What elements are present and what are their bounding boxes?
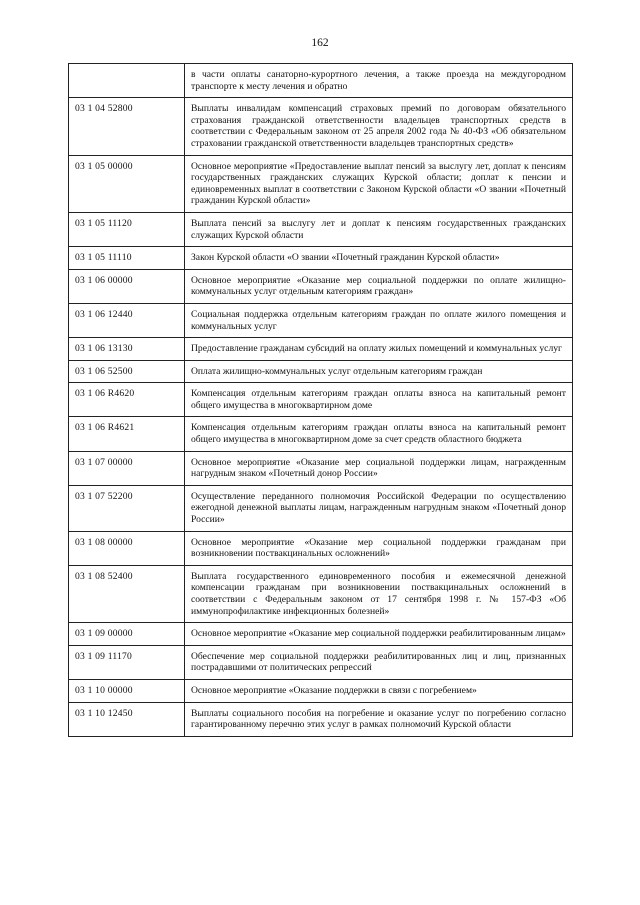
description-cell: Основное мероприятие «Оказание мер социальной поддержки по оплате жилищно-коммунальных услуг отдельным категориям граждан» bbox=[185, 269, 573, 303]
description-cell: Компенсация отдельным категориям граждан оплаты взноса на капитальный ремонт общего имущества в многоквартирном доме bbox=[185, 383, 573, 417]
table-row bbox=[69, 485, 573, 531]
description-cell: Основное мероприятие «Оказание мер социальной поддержки лицам, награжденным нагрудным знаком «Почетный донор России» bbox=[185, 451, 573, 485]
code-cell: 03 1 06 00000 bbox=[69, 269, 185, 303]
table-row bbox=[69, 303, 573, 337]
table-row bbox=[69, 247, 573, 270]
table-row bbox=[69, 645, 573, 679]
description-cell: Социальная поддержка отдельным категориям граждан по оплате жилого помещения и коммунальных услуг bbox=[185, 303, 573, 337]
code-cell: 03 1 08 00000 bbox=[69, 531, 185, 565]
code-cell: 03 1 04 52800 bbox=[69, 98, 185, 155]
page-number: 162 bbox=[311, 37, 329, 49]
code-cell: 03 1 10 00000 bbox=[69, 679, 185, 702]
table-row bbox=[69, 702, 573, 736]
table-row bbox=[69, 565, 573, 622]
code-cell: 03 1 09 11170 bbox=[69, 645, 185, 679]
table-row bbox=[69, 212, 573, 246]
table-row bbox=[69, 679, 573, 702]
description-cell: Закон Курской области «О звании «Почетный гражданин Курской области» bbox=[185, 247, 573, 270]
description-cell: Основное мероприятие «Оказание мер социальной поддержки гражданам при возникновении поствакцинальных осложнений» bbox=[185, 531, 573, 565]
code-cell: 03 1 08 52400 bbox=[69, 565, 185, 622]
code-cell: 03 1 05 11110 bbox=[69, 247, 185, 270]
table-row bbox=[69, 383, 573, 417]
description-cell: Компенсация отдельным категориям граждан оплаты взноса на капитальный ремонт общего имущества в многоквартирном доме за счет средств областного бюджета bbox=[185, 417, 573, 451]
description-cell: Основное мероприятие «Оказание поддержки в связи с погребением» bbox=[185, 679, 573, 702]
code-cell: 03 1 06 R4621 bbox=[69, 417, 185, 451]
description-cell: Выплаты социального пособия на погребение и оказание услуг по погребению согласно гарантированному перечню этих услуг в рамках полномочий Курской области bbox=[185, 702, 573, 736]
table-row bbox=[69, 269, 573, 303]
code-cell: 03 1 06 52500 bbox=[69, 360, 185, 383]
description-cell: Предоставление гражданам субсидий на оплату жилых помещений и коммунальных услуг bbox=[185, 338, 573, 361]
code-cell: 03 1 06 12440 bbox=[69, 303, 185, 337]
description-cell: Осуществление переданного полномочия Российской Федерации по осуществлению ежегодной денежной выплаты лицам, награжденным нагрудным знаком «Почетный донор России» bbox=[185, 485, 573, 531]
description-cell: Основное мероприятие «Предоставление выплат пенсий за выслугу лет, доплат к пенсиям государственных гражданских служащих Курской области; доплат к пенсии и единовременных выплат в соответствии с Законом Курской области «О звании «Почетный гражданин Курской области» bbox=[185, 155, 573, 212]
table-body bbox=[69, 64, 573, 737]
description-cell: Основное мероприятие «Оказание мер социальной поддержки реабилитированным лицам» bbox=[185, 623, 573, 646]
description-cell: в части оплаты санаторно-курортного лечения, а также проезда на междугородном транспорте к месту лечения и обратно bbox=[185, 64, 573, 98]
table-row bbox=[69, 338, 573, 361]
table-row bbox=[69, 64, 573, 98]
code-cell: 03 1 07 00000 bbox=[69, 451, 185, 485]
code-cell: 03 1 06 R4620 bbox=[69, 383, 185, 417]
description-cell: Выплата государственного единовременного пособия и ежемесячной денежной компенсации гражданам при возникновении поствакцинальных осложнений в соответствии с Федеральным законом от 17 сентября 1998 г. № 157-ФЗ «Об иммунопрофилактике инфекционных болезней» bbox=[185, 565, 573, 622]
description-cell: Выплаты инвалидам компенсаций страховых премий по договорам обязательного страхования гражданской ответственности владельцев транспортных средств в соответствии с Федеральным законом от 25 апреля 2002 года № 40-ФЗ «Об обязательном страховании гражданской ответственности владельцев транспортных средств» bbox=[185, 98, 573, 155]
table-row bbox=[69, 98, 573, 155]
description-cell: Выплата пенсий за выслугу лет и доплат к пенсиям государственных гражданских служащих Курской области bbox=[185, 212, 573, 246]
code-cell: 03 1 05 00000 bbox=[69, 155, 185, 212]
code-cell: 03 1 05 11120 bbox=[69, 212, 185, 246]
code-cell bbox=[69, 64, 185, 98]
code-cell: 03 1 09 00000 bbox=[69, 623, 185, 646]
table-row bbox=[69, 451, 573, 485]
table-row bbox=[69, 623, 573, 646]
description-cell: Обеспечение мер социальной поддержки реабилитированных лиц и лиц, признанных пострадавшими от политических репрессий bbox=[185, 645, 573, 679]
table-row bbox=[69, 417, 573, 451]
table-row bbox=[69, 360, 573, 383]
budget-classification-table bbox=[68, 63, 573, 737]
description-cell: Оплата жилищно-коммунальных услуг отдельным категориям граждан bbox=[185, 360, 573, 383]
code-cell: 03 1 07 52200 bbox=[69, 485, 185, 531]
code-cell: 03 1 06 13130 bbox=[69, 338, 185, 361]
table-row bbox=[69, 155, 573, 212]
code-cell: 03 1 10 12450 bbox=[69, 702, 185, 736]
table-row bbox=[69, 531, 573, 565]
